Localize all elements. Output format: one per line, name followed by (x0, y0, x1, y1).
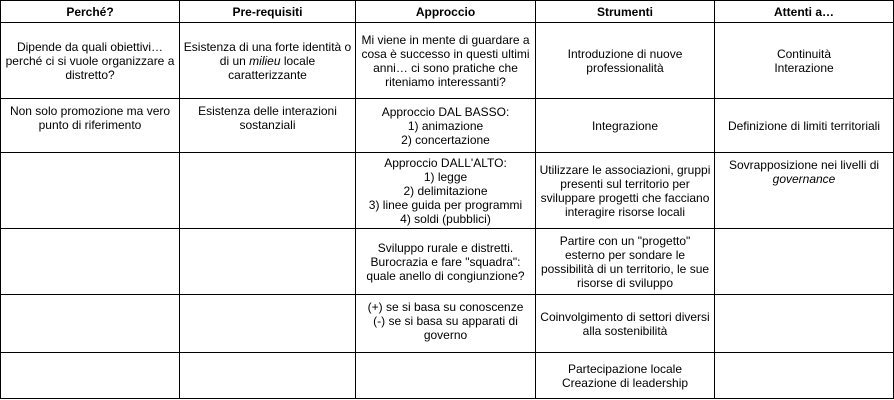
cell-prerequisiti (180, 229, 356, 295)
cell-attenti (715, 295, 894, 353)
cell-strumenti: Introduzione di nuove professionalità (536, 23, 715, 99)
attenti-text-line: Sovrapposizione nei livelli di (728, 158, 880, 172)
cell-perche (1, 295, 180, 353)
cell-perche (1, 229, 180, 295)
prereq-text-milieu: milieu (249, 53, 281, 68)
table-row (1, 229, 894, 295)
cell-approccio: (+) se si basa su conoscenze (-) se si basa su apparati di governo (356, 295, 536, 353)
cell-strumenti: Integrazione (536, 99, 715, 153)
cell-prerequisiti (180, 353, 356, 399)
prereq-text-end: locale caratterizzante (228, 53, 316, 82)
cell-strumenti: Coinvolgimento di settori diversi alla sostenibilità (536, 295, 715, 353)
cell-attenti: Continuità Interazione (715, 23, 894, 99)
table-row (1, 353, 894, 399)
cell-approccio: Approccio DALL'ALTO: 1) legge 2) delimitazione 3) linee guida per programmi 4) soldi (pubblici) (356, 153, 536, 229)
cell-attenti (715, 153, 894, 229)
cell-attenti: Definizione di limiti territoriali (715, 99, 894, 153)
header-row (1, 1, 894, 23)
cell-prerequisiti (180, 153, 356, 229)
cell-prerequisiti (180, 295, 356, 353)
cell-strumenti: Partecipazione locale Creazione di leadership (536, 353, 715, 399)
cell-prerequisiti: Esistenza delle interazioni sostanziali (180, 99, 356, 153)
table-row (1, 153, 894, 229)
cell-perche: Dipende da quali obiettivi… perché ci si vuole organizzare a distretto? (1, 23, 180, 99)
cell-strumenti: Partire con un "progetto" esterno per sondare le possibilità di un territorio, le sue risorse di sviluppo (536, 229, 715, 295)
header-strumenti: Strumenti (536, 1, 715, 23)
cell-strumenti: Utilizzare le associazioni, gruppi presenti sul territorio per sviluppare progetti che facciano interagire risorse locali (536, 153, 715, 229)
table-row (1, 23, 894, 99)
cell-perche (1, 353, 180, 399)
cell-approccio: Sviluppo rurale e distretti. Burocrazia e fare "squadra": quale anello di congiunzione? (356, 229, 536, 295)
prereq-text-start: Esistenza di una forte identità o di un (183, 39, 352, 68)
header-approccio: Approccio (356, 1, 536, 23)
cell-attenti (715, 353, 894, 399)
attenti-text-governance: governance (772, 172, 836, 186)
header-perche: Perché? (1, 1, 180, 23)
cell-approccio (356, 353, 536, 399)
header-attenti: Attenti a… (715, 1, 894, 23)
table-row (1, 295, 894, 353)
cell-prerequisiti (180, 23, 356, 99)
cell-perche (1, 153, 180, 229)
table-row (1, 99, 894, 153)
cell-approccio: Approccio DAL BASSO: 1) animazione 2) concertazione (356, 99, 536, 153)
header-prerequisiti: Pre-requisiti (180, 1, 356, 23)
cell-perche: Non solo promozione ma vero punto di riferimento (1, 99, 180, 153)
cell-attenti (715, 229, 894, 295)
cell-approccio: Mi viene in mente di guardare a cosa è successo in questi ultimi anni… ci sono pratiche che riteniamo interessanti? (356, 23, 536, 99)
